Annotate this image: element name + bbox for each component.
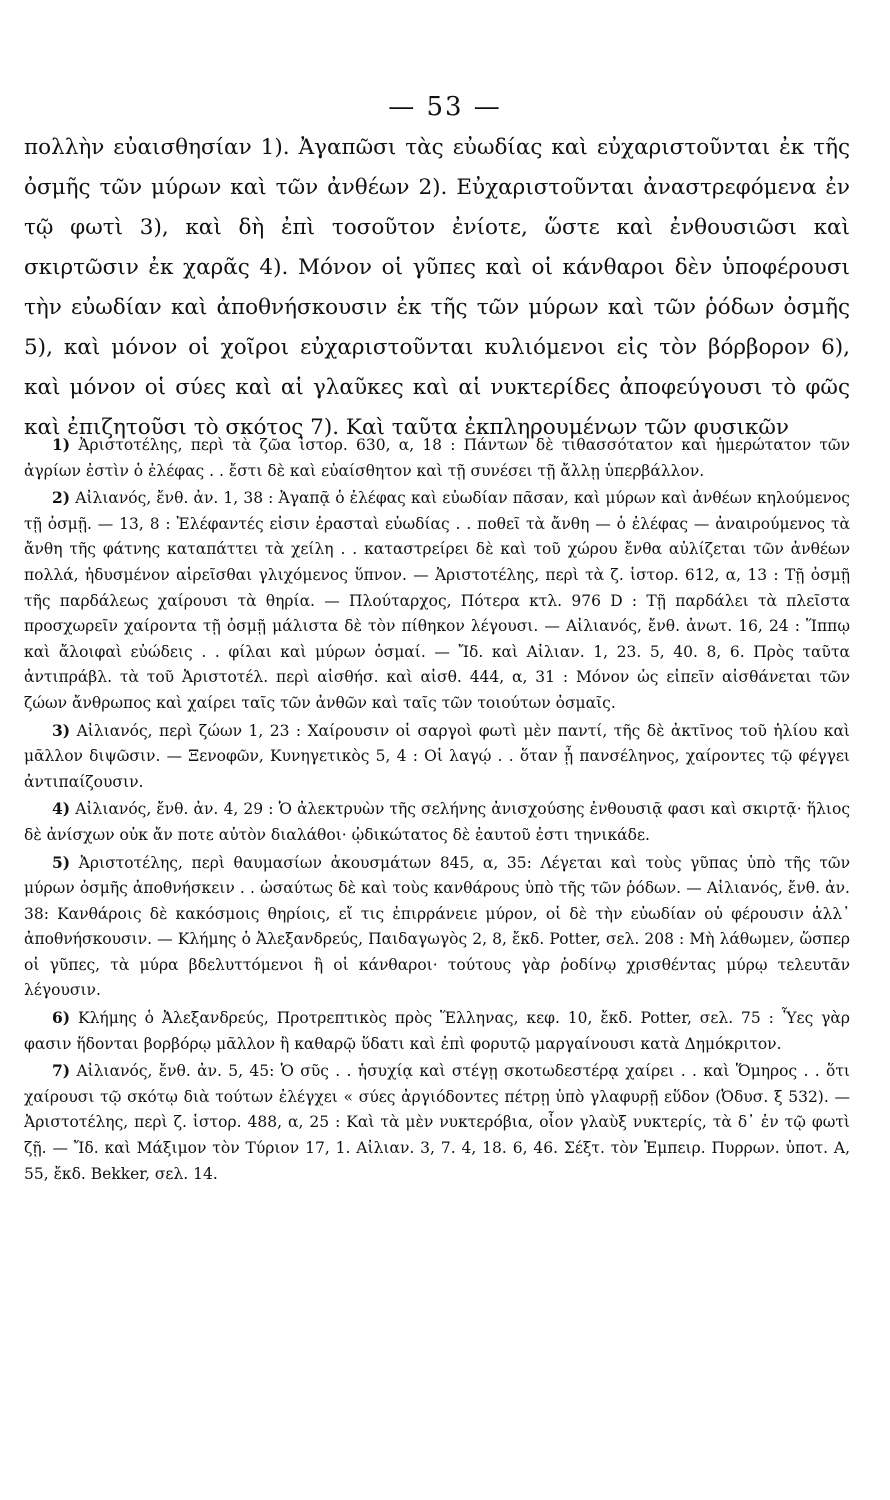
main-text (24, 128, 850, 448)
footnote-mark: 1) (52, 435, 71, 454)
page-number: — 53 — (388, 92, 502, 122)
footnote-mark: 6) (52, 1008, 71, 1028)
footnote-mark: 4) (52, 799, 71, 819)
footnote-mark: 3) (52, 720, 71, 740)
footnote-5 (24, 850, 850, 1005)
footnote-text: Αἰλιανός, ἔνθ. ἀν. 1, 38 : Ἀγαπᾷ ὁ ἐλέφας καὶ εὐωδίαν πᾶσαν, καὶ μύρων καὶ ἀνθέων κηλούμενος τῇ ὀσμῇ. — 13, 8 : Ἐλέφαντές εἰσιν ἐρασταὶ εὐωδίας . . ποθεῖ τὰ ἄνθη — ὁ ἐλέφας — ἀναιρούμενος τὰ ἄνθη τῆς φάτνης καταπάττει τὰ χείλη . . καταστρείρει δὲ καὶ τοῦ χώρου ἔνθα αὐλίζεται τῶν ἀνθέων πολλά, ἡδυσμένον αἱρεῖσθαι γλιχόμενος ὕπνον. — Ἀριστοτέλης, περὶ τὰ ζ. ἱστορ. 612, α, 13 : Τῇ ὀσμῇ τῆς παρδάλεως χαίρουσι τὰ θηρία. — Πλούταρχος, Πότερα κτλ. 976 D : Τῇ παρδάλει τὰ πλεῖστα προσχωρεῖν χαίροντα τῇ ὀσμῇ μάλιστα δὲ τὸν πίθηκον λέγουσι. — Αἰλιανός, ἔνθ. ἀνωτ. 16, 24 : Ἵππῳ καὶ ἄλοιφαὶ εὐώδεις . . φίλαι καὶ μύρων ὀσμαί. — Ἴδ. καὶ Αἰλιαν. 1, 23. 5, 40. 8, 6. Πρὸς ταῦτα ἀντιπράβλ. τὰ τοῦ Ἀριστοτέλ. περὶ αἰσθήσ. καὶ αἰσθ. 444, α, 31 : Μόνον ὡς εἰπεῖν αἰσθάνεται τῶν ζώων ἄνθρωπος καὶ χαίρει ταῖς τῶν ἀνθῶν καὶ ταῖς τῶν τοιούτων ὀσμαῖς. (24, 489, 850, 712)
footnote-2 (24, 485, 850, 716)
footnotes (24, 432, 850, 1188)
footnote-text: Κλήμης ὁ Ἀλεξανδρεύς, Προτρεπτικὸς πρὸς Ἕλληνας, κεφ. 10, ἔκδ. Potter, σελ. 75 : Ὗες γὰρ φασιν ἥδονται βορβόρῳ μᾶλλον ἢ καθαρῷ ὕδατι καὶ ἐπὶ φορυτῷ μαργαίνουσι κατὰ Δημόκριτον. (24, 1009, 850, 1053)
main-paragraph: πολλὴν εὐαισθησίαν 1). Ἀγαπῶσι τὰς εὐωδίας καὶ εὐχαριστοῦνται ἐκ τῆς ὀσμῆς τῶν μύρων καὶ τῶν ἀνθέων 2). Εὐχαριστοῦνται ἀναστρεφόμενα ἐν τῷ φωτὶ 3), καὶ δὴ ἐπὶ τοσοῦτον ἐνίοτε, ὥστε καὶ ἐνθουσιῶσι καὶ σκιρτῶσιν ἐκ χαρᾶς 4). Μόνον οἱ γῦπες καὶ οἱ κάνθαροι δὲν ὑποφέρουσι τὴν εὐωδίαν καὶ ἀποθνήσκουσιν ἐκ τῆς τῶν μύρων καὶ τῶν ῥόδων ὀσμῆς 5), καὶ μόνον οἱ χοῖροι εὐχαριστοῦνται κυλιόμενοι εἰς τὸν βόρβορον 6), καὶ μόνον οἱ σύες καὶ αἱ γλαῦκες καὶ αἱ νυκτερίδες ἀποφεύγουσι τὸ φῶς καὶ ἐπιζητοῦσι τὸ σκότος 7). Καὶ ταῦτα ἐκπληρουμένων τῶν φυσικῶν (24, 135, 850, 440)
footnote-mark: 2) (52, 488, 71, 508)
footnote-text: Ἀριστοτέλης, περὶ θαυμασίων ἀκουσμάτων 845, α, 35: Λέγεται καὶ τοὺς γῦπας ὑπὸ τῆς τῶν μύρων ὀσμῆς ἀποθνήσκειν . . ὡσαύτως δὲ καὶ τοὺς κανθάρους ὑπὸ τῆς τῶν ῥόδων. — Αἰλιανός, ἔνθ. ἀν. 38: Κανθάροις δὲ κακόσμοις θηρίοις, εἴ τις ἐπιρράνειε μύρον, οἱ δὲ τὴν εὐωδίαν οὐ φέρουσιν ἀλλ᾽ ἀποθνήσκουσιν. — Κλήμης ὁ Ἀλεξανδρεύς, Παιδαγωγὸς 2, 8, ἔκδ. Potter, σελ. 208 : Μὴ λάθωμεν, ὥσπερ οἱ γῦπες, τὰ μύρα βδελυττόμενοι ἢ οἱ κάνθαροι· τούτους γὰρ ῥοδίνῳ χρισθέντας μύρῳ τελευτᾶν λέγουσιν. (24, 853, 850, 1000)
footnote-3 (24, 718, 850, 796)
footnote-text: Αἰλιανός, ἔνθ. ἀν. 4, 29 : Ὁ ἀλεκτρυὼν τῆς σελήνης ἀνισχούσης ἐνθουσιᾷ φασι καὶ σκιρτᾷ· ἥλιος δὲ ἀνίσχων οὐκ ἄν ποτε αὐτὸν διαλάθοι· ᾠδικώτατος δὲ ἑαυτοῦ ἐστι τηνικάδε. (24, 800, 850, 844)
footnote-1 (24, 432, 850, 484)
footnote-mark: 5) (52, 852, 71, 872)
footnote-text: Αἰλιανός, ἔνθ. ἀν. 5, 45: Ὁ σῦς . . ἡσυχίᾳ καὶ στέγῃ σκοτωδεστέρᾳ χαίρει . . καὶ Ὅμηρος . . ὅτι χαίρουσι τῷ σκότῳ διὰ τούτων ἐλέγχει « σύες ἀργιόδοντες πέτρῃ ὑπὸ γλαφυρῇ εὕδον (Ὀδυσ. ξ 532). — Ἀριστοτέλης, περὶ ζ. ἱστορ. 488, α, 25 : Καὶ τὰ μὲν νυκτερόβια, οἷον γλαὺξ νυκτερίς, τὰ δ᾽ ἐν τῷ φωτὶ ζῇ. — Ἴδ. καὶ Μάξιμον τὸν Τύριον 17, 1. Αἰλιαν. 3, 7. 4, 18. 6, 46. Σέξτ. τὸν Ἐμπειρ. Πυρρων. ὑποτ. Α, 55, ἔκδ. Bekker, σελ. 14. (24, 1062, 850, 1183)
footnote-mark: 7) (52, 1061, 71, 1081)
footnote-7 (24, 1058, 850, 1187)
footnote-text: Αἰλιανός, περὶ ζώων 1, 23 : Χαίρουσιν οἱ σαργοὶ φωτὶ μὲν παντί, τῆς δὲ ἀκτῖνος τοῦ ἡλίου καὶ μᾶλλον διψῶσιν. — Ξενοφῶν, Κυνηγετικὸς 5, 4 : Οἱ λαγῴ . . ὅταν ᾖ πανσέληνος, χαίροντες τῷ φέγγει ἀντιπαίζουσιν. (24, 721, 850, 791)
footnote-text: Ἀριστοτέλης, περὶ τὰ ζῶα ἱστορ. 630, α, 18 : Πάντων δὲ τιθασσότατον καὶ ἡμερώτατον τῶν ἀγρίων ἐστὶν ὁ ἐλέφας . . ἔστι δὲ καὶ εὐαίσθητον καὶ τῇ συνέσει τῇ ἄλλῃ ὑπερβάλλον. (24, 436, 850, 480)
footnote-4 (24, 796, 850, 848)
footnote-6 (24, 1005, 850, 1057)
